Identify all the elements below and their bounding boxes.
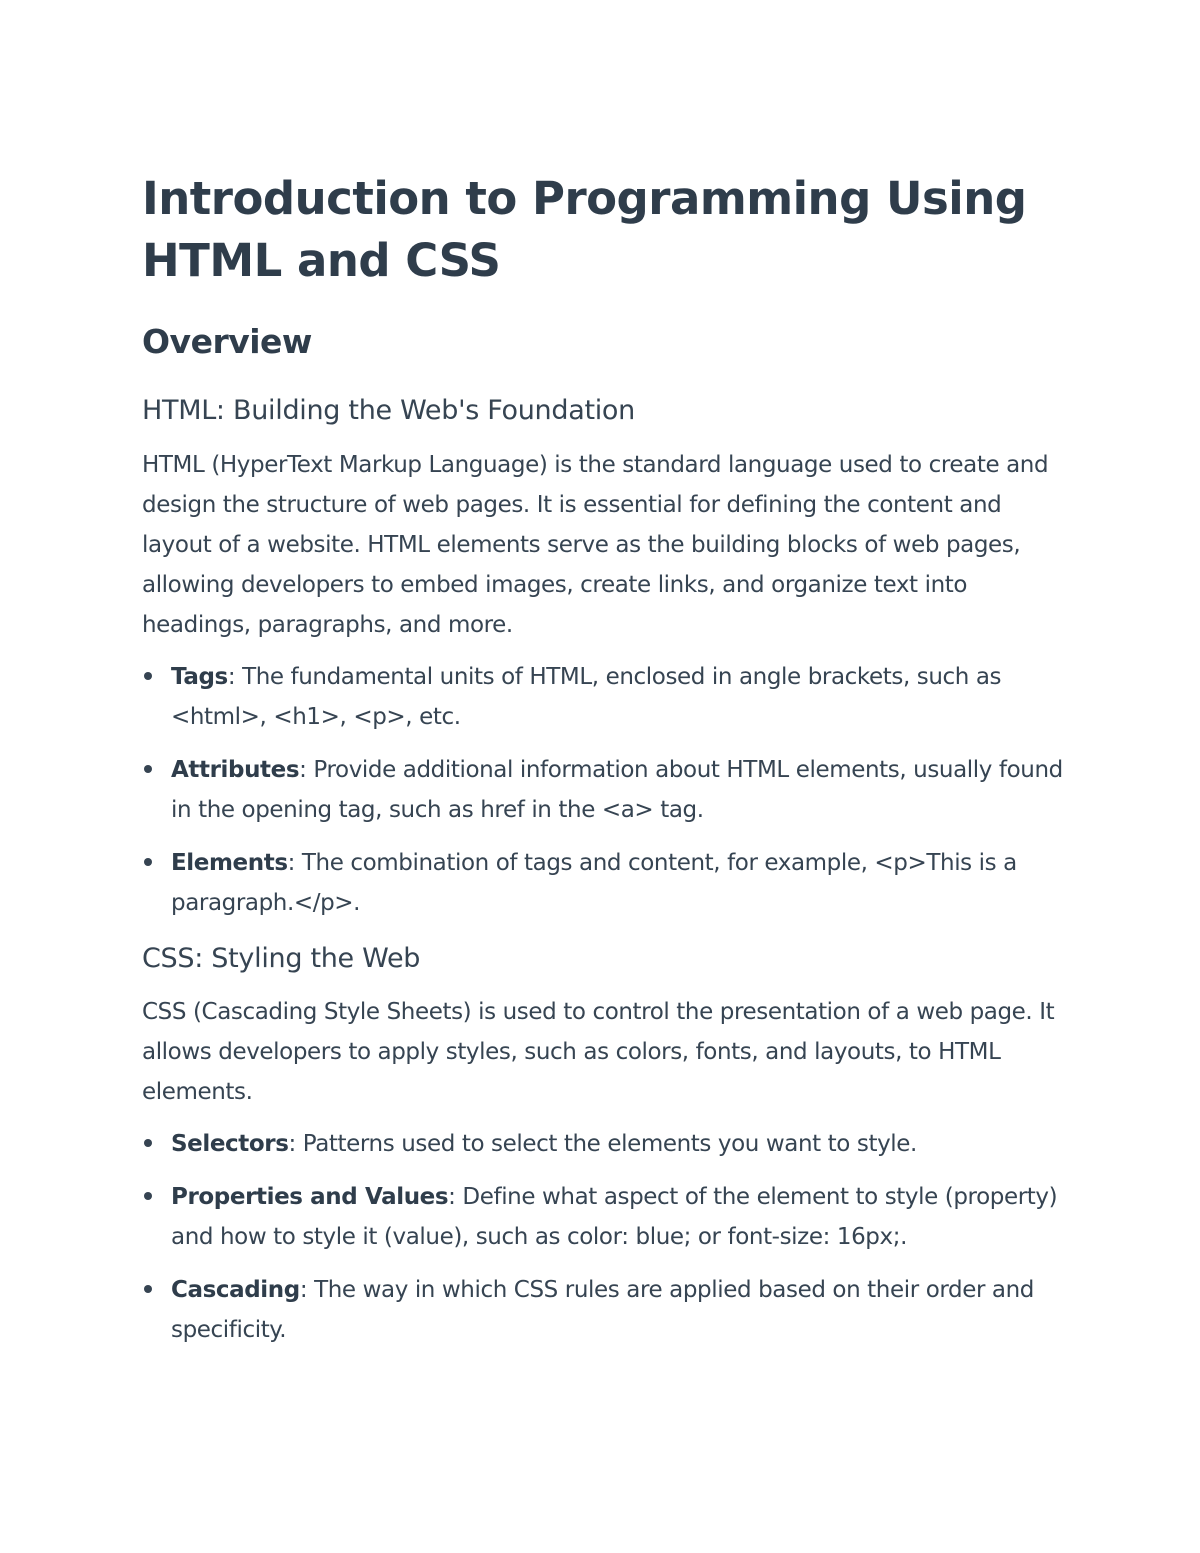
list-item-cascading xyxy=(142,1270,1067,1350)
bullet-icon xyxy=(144,1139,152,1147)
bullet-icon xyxy=(144,858,152,866)
bullet-icon xyxy=(144,1192,152,1200)
list-item-attributes xyxy=(142,750,1067,830)
bullet-icon xyxy=(144,672,152,680)
list-item-properties-and-values xyxy=(142,1177,1067,1257)
list-item-term: Attributes xyxy=(171,757,300,783)
document-page xyxy=(142,168,1067,1363)
css-section-heading: CSS: Styling the Web xyxy=(142,943,421,974)
overview-heading: Overview xyxy=(142,322,312,361)
list-item-tags xyxy=(142,657,1067,737)
page-title: Introduction to Programming Using HTML and CSS xyxy=(142,172,1027,287)
list-item-term: Elements xyxy=(171,850,288,876)
bullet-icon xyxy=(144,1285,152,1293)
bullet-icon xyxy=(144,765,152,773)
list-item-term: Properties and Values xyxy=(171,1184,449,1210)
list-item-elements xyxy=(142,843,1067,923)
html-concepts-list xyxy=(142,657,1067,923)
list-item-description: : The fundamental units of HTML, enclosed in angle brackets, such as <html>, <h1>, <p>, etc. xyxy=(171,664,1002,730)
list-item-description: : Define what aspect of the element to style (property) and how to style it (value), such as color: blue; or font-size: 16px;. xyxy=(171,1184,1058,1250)
css-intro-paragraph: CSS (Cascading Style Sheets) is used to control the presentation of a web page. It allows developers to apply styles, such as colors, fonts, and layouts, to HTML elements. xyxy=(142,999,1055,1105)
list-item-description: : Patterns used to select the elements you want to style. xyxy=(288,1131,917,1157)
list-item-description: : Provide additional information about HTML elements, usually found in the opening tag, such as href in the <a> tag. xyxy=(171,757,1063,823)
list-item-description: : The way in which CSS rules are applied based on their order and specificity. xyxy=(171,1277,1035,1343)
css-concepts-list xyxy=(142,1124,1067,1350)
html-section-heading: HTML: Building the Web's Foundation xyxy=(142,395,635,426)
html-intro-paragraph: HTML (HyperText Markup Language) is the standard language used to create and design the structure of web pages. It is essential for defining the content and layout of a website. HTML elements serve as the building blocks of web pages, allowing developers to embed images, create links, and organize text into headings, paragraphs, and more. xyxy=(142,452,1049,638)
list-item-description: : The combination of tags and content, for example, <p>This is a paragraph.</p>. xyxy=(171,850,1017,916)
list-item-selectors xyxy=(142,1124,1067,1164)
list-item-term: Selectors xyxy=(171,1131,289,1157)
list-item-term: Cascading xyxy=(171,1277,300,1303)
list-item-term: Tags xyxy=(171,664,228,690)
